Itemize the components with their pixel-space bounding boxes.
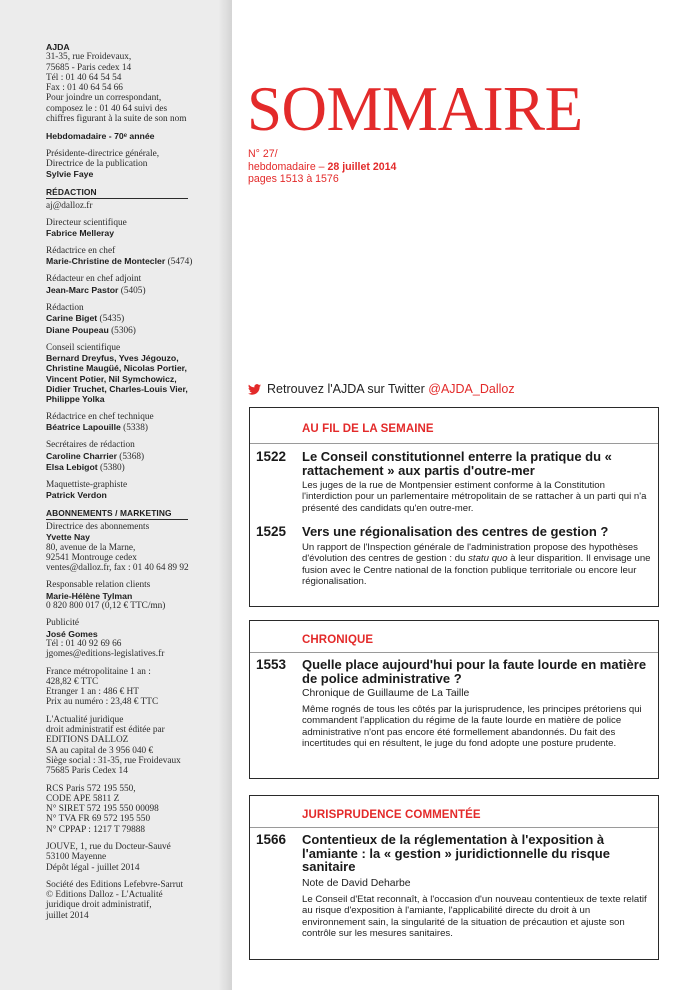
deputy-editor-block <box>46 274 226 296</box>
section-title: JURISPRUDENCE COMMENTÉE <box>302 809 481 821</box>
subscriptions-role: Directrice des abonnements <box>46 521 150 532</box>
council-line-1: Bernard Dreyfus, Yves Jégouzo, <box>46 353 179 364</box>
pricing-line-1: France métropolitaine 1 an : <box>46 666 151 677</box>
article-summary: Même rognés de tous les côtés par la jurisprudence, les principes prétoriens qui commandent l'application du régime de la faute lourde en matière de police administrative n'ont pas encore été formellement abandonnés. Du fait des incertitudes qui en résultent, le juge du fond adopte une posture prudente. <box>302 704 642 749</box>
publisher-fax: Fax : 01 40 64 54 66 <box>46 83 123 94</box>
president-block <box>46 149 226 180</box>
page-number: 1525 <box>256 524 287 539</box>
copyright-block <box>46 880 226 921</box>
article-author: Note de David Deharbe <box>302 878 411 889</box>
council-line-3: Vincent Potier, Nil Symchowicz, <box>46 373 177 384</box>
redaction-rule <box>46 198 188 199</box>
client-relations-block <box>46 580 226 611</box>
council-line-2: Christine Maugüé, Nicolas Portier, <box>46 363 187 374</box>
editor-name-2: Diane Poupeau <box>46 324 109 335</box>
pricing-line-2: 428,82 € TTC <box>46 676 99 687</box>
issue-pages: pages 1513 à 1576 <box>248 173 339 185</box>
copyright-line-3: juridique droit administratif, <box>46 900 152 911</box>
redaction-heading: RÉDACTION <box>46 186 97 197</box>
publisher-address-2: 75685 - Paris cedex 14 <box>46 62 132 73</box>
article-summary: Le Conseil d'Etat reconnaît, à l'occasion d'un nouveau contentieux de texte relatif au risque d'exposition à l'amiante, l'applicabilité directe du droit à un environnement sain, la singularité de la situation de précaution et ajuste son contrôle sur les mesures sanitaires. <box>302 894 647 939</box>
twitter-handle-link[interactable]: @AJDA_Dalloz <box>428 382 515 396</box>
registration-line-5: N° CPPAP : 1217 T 79888 <box>46 824 146 835</box>
article-title[interactable]: Quelle place aujourd'hui pour la faute lourde en matière de police administrative ? <box>302 657 647 686</box>
section-divider <box>250 443 658 444</box>
secretaries-role: Secrétaires de rédaction <box>46 440 135 451</box>
president-role-1: Présidente-directrice générale, <box>46 148 160 159</box>
frequency-block <box>46 131 226 141</box>
copyright-line-1: Société des Editions Lefebvre-Sarrut <box>46 879 184 890</box>
legal-line-3: EDITIONS DALLOZ <box>46 735 129 746</box>
council-role: Conseil scientifique <box>46 342 121 353</box>
masthead-sidebar <box>0 0 232 990</box>
council-line-5: Philippe Yolka <box>46 394 105 405</box>
designer-role: Maquettiste-graphiste <box>46 480 128 491</box>
pricing-block <box>46 667 226 708</box>
subscriptions-contact: ventes@dalloz.fr, fax : 01 40 64 89 92 <box>46 563 189 574</box>
legal-line-1: L'Actualité juridique <box>46 714 124 725</box>
publisher-address-1: 31-35, rue Froidevaux, <box>46 52 132 63</box>
publisher-name: AJDA <box>46 42 70 52</box>
president-role-2: Directrice de la publication <box>46 158 148 169</box>
issue-info <box>248 148 396 186</box>
advertising-email[interactable]: jgomes@editions-legislatives.fr <box>46 649 165 660</box>
printer-line-2: 53100 Mayenne <box>46 852 107 863</box>
article-title[interactable]: Contentieux de la réglementation à l'exposition à l'amiante : la « gestion » juridictionnelle du risque sanitaire <box>302 832 610 875</box>
registration-block <box>46 784 226 835</box>
secretaries-block <box>46 440 226 473</box>
chief-editor-block <box>46 246 226 268</box>
scientific-director-block <box>46 218 226 239</box>
registration-line-2: CODE APE 5811 Z <box>46 793 120 804</box>
tech-editor-role: Rédactrice en chef technique <box>46 411 154 422</box>
registration-line-3: N° SIRET 572 195 550 00098 <box>46 804 159 815</box>
redaction-email[interactable]: aj@dalloz.fr <box>46 200 93 211</box>
section-title: CHRONIQUE <box>302 634 374 646</box>
legal-line-2: droit administratif est éditée par <box>46 725 165 736</box>
legal-line-5: Siège social : 31-35, rue Froidevaux <box>46 755 181 766</box>
registration-line-4: N° TVA FR 69 572 195 550 <box>46 814 151 825</box>
tech-editor-ext: (5338) <box>120 422 148 433</box>
masthead-content <box>46 42 226 928</box>
pricing-line-4: Prix au numéro : 23,48 € TTC <box>46 697 159 708</box>
twitter-text: Retrouvez l'AJDA sur Twitter <box>267 382 429 396</box>
advertising-role: Publicité <box>46 618 80 629</box>
chief-editor-role: Rédactrice en chef <box>46 245 116 256</box>
section-title: AU FIL DE LA SEMAINE <box>302 423 434 435</box>
section-divider <box>250 652 658 653</box>
client-relations-role: Responsable relation clients <box>46 580 151 591</box>
chief-editor-ext: (5474) <box>165 257 193 268</box>
article-summary: Un rapport de l'Inspection générale de l'administration propose des hypothèses d'évolution des centres de gestion : du statu quo à leur disparition. Il envisage une fusion avec le Centre national de la fonction publique territoriale ou encore leur régionalisation. <box>302 542 651 587</box>
editor-ext-2: (5306) <box>108 325 136 336</box>
issue-number: N° 27/ <box>248 148 278 160</box>
council-line-4: Didier Truchet, Charles-Louis Vier, <box>46 384 188 395</box>
article-summary: Les juges de la rue de Montpensier estiment conforme à la Constitution l'interdiction pour un parlementaire métropolitain de se rattacher à un parti qui n'a présenté des candidats qu'en outre-mer. <box>302 480 647 514</box>
editorial-role: Rédaction <box>46 302 84 313</box>
tech-editor-name: Béatrice Lapouille <box>46 421 121 432</box>
section-jurisprudence-commentee <box>249 795 659 960</box>
issue-frequency: hebdomadaire – <box>248 160 328 173</box>
publication-frequency: Hebdomadaire - 70ᵉ année <box>46 131 155 142</box>
section-au-fil-de-la-semaine <box>249 407 659 607</box>
secretary-name-1: Caroline Charrier <box>46 450 117 461</box>
article-title[interactable]: Vers une régionalisation des centres de gestion ? <box>302 524 609 539</box>
subscriptions-name: Yvette Nay <box>46 532 90 543</box>
editor-ext-1: (5435) <box>97 314 125 325</box>
legal-line-6: 75685 Paris Cedex 14 <box>46 766 128 777</box>
printer-line-3: Dépôt légal - juillet 2014 <box>46 862 140 873</box>
subscriptions-address-2: 92541 Montrouge cedex <box>46 552 137 563</box>
printer-block <box>46 842 226 873</box>
council-block <box>46 343 226 405</box>
issue-date: 28 juillet 2014 <box>327 160 397 173</box>
designer-block <box>46 480 226 501</box>
deputy-editor-role: Rédacteur en chef adjoint <box>46 274 142 285</box>
section-divider <box>250 827 658 828</box>
printer-line-1: JOUVE, 1, rue du Docteur-Sauvé <box>46 842 171 852</box>
secretary-ext-2: (5380) <box>97 462 125 473</box>
scientific-director-name: Fabrice Melleray <box>46 228 115 239</box>
publisher-tel: Tél : 01 40 64 54 54 <box>46 72 122 83</box>
secretary-name-2: Elsa Lebigot <box>46 461 98 472</box>
advertising-name: José Gomes <box>46 628 98 639</box>
twitter-bird-icon <box>248 384 261 398</box>
subscriptions-rule <box>46 519 188 520</box>
legal-block <box>46 715 226 777</box>
secretary-ext-1: (5368) <box>116 451 145 462</box>
subscriptions-heading: ABONNEMENTS / MARKETING <box>46 507 172 518</box>
scientific-director-role: Directeur scientifique <box>46 218 127 229</box>
article-title[interactable]: Le Conseil constitutionnel enterre la pratique du « rattachement » aux partis d'outre-mer <box>302 449 612 478</box>
editorial-block <box>46 303 226 336</box>
twitter-promo <box>248 382 515 398</box>
client-relations-name: Marie-Hélène Tylman <box>46 590 133 601</box>
advertising-block <box>46 618 226 659</box>
page-number: 1553 <box>256 657 287 672</box>
publisher-note-1: Pour joindre un correspondant, <box>46 93 162 104</box>
client-relations-phone: 0 820 800 017 (0,12 € TTC/mn) <box>46 601 166 612</box>
page-number: 1566 <box>256 832 287 847</box>
redaction-block <box>46 187 226 212</box>
editor-name-1: Carine Biget <box>46 313 98 324</box>
registration-line-1: RCS Paris 572 195 550, <box>46 783 136 794</box>
copyright-line-2: © Editions Dalloz - L'Actualité <box>46 890 163 901</box>
page-title: SOMMAIRE <box>247 74 583 144</box>
legal-line-4: SA au capital de 3 956 040 € <box>46 745 154 756</box>
page-number: 1522 <box>256 449 287 464</box>
tech-editor-block <box>46 412 226 434</box>
publisher-note-3: chiffres figurant à la suite de son nom <box>46 114 187 125</box>
deputy-editor-name: Jean-Marc Pastor <box>46 284 119 295</box>
publisher-block <box>46 42 226 124</box>
designer-name: Patrick Verdon <box>46 490 107 501</box>
copyright-line-4: juillet 2014 <box>46 910 89 921</box>
section-chronique <box>249 620 659 779</box>
deputy-editor-ext: (5405) <box>118 285 146 296</box>
advertising-tel: Tél : 01 40 92 69 66 <box>46 638 122 649</box>
subscriptions-block <box>46 508 226 574</box>
pricing-line-3: Etranger 1 an : 486 € HT <box>46 687 139 698</box>
president-name: Sylvie Faye <box>46 169 94 180</box>
publisher-note-2: composez le : 01 40 64 suivi des <box>46 103 168 114</box>
article-author: Chronique de Guillaume de La Taille <box>302 688 470 699</box>
subscriptions-address-1: 80, avenue de la Marne, <box>46 542 136 553</box>
chief-editor-name: Marie-Christine de Montecler <box>46 256 166 267</box>
